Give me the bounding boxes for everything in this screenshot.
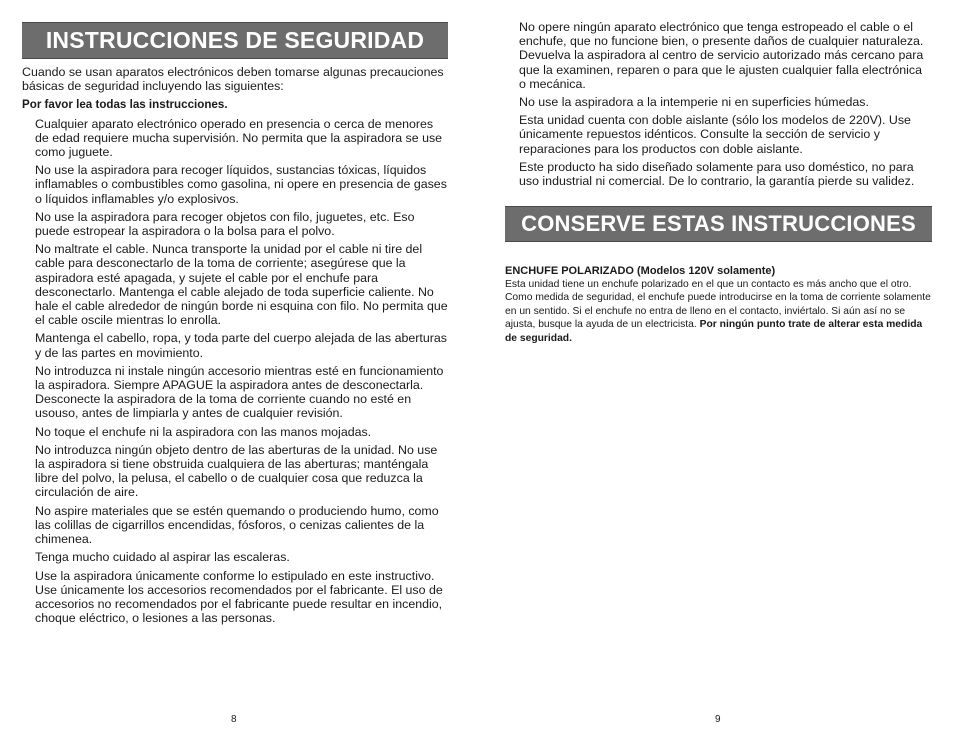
safety-item: Mantenga el cabello, ropa, y toda parte del cuerpo alejada de las aberturas y de las partes en movimiento. bbox=[35, 331, 447, 360]
intro-text: Cuando se usan aparatos electrónicos deben tomarse algunas precauciones básicas de seguridad incluyendo las siguientes: bbox=[22, 65, 444, 94]
polarized-plug-text: Esta unidad tiene un enchufe polarizado en el que un contacto es más ancho que el otro. Como medida de seguridad, el enchufe puede introducirse en la toma de corriente solamente en un sentido. Si el enchufe no entra de lleno en el contacto, inviértalo. Si aún así no se ajusta, busque la ayuda de un electricista. Por ningún punto trate de alterar esta medida de seguridad. bbox=[505, 279, 931, 344]
save-instructions-banner: CONSERVE ESTAS INSTRUCCIONES bbox=[505, 206, 932, 242]
left-page bbox=[22, 0, 448, 625]
polarized-plug-heading: ENCHUFE POLARIZADO (Modelos 120V solamente) bbox=[505, 265, 776, 277]
safety-item: Use la aspiradora únicamente conforme lo estipulado en este instructivo. Use únicamente los accesorios recomendados por el fabricante. El uso de accesorios no recomendados por el fabricante puede resultar en incendio, choque eléctrico, o lesiones a las personas. bbox=[35, 568, 443, 626]
page-number-left: 8 bbox=[231, 714, 237, 725]
polarized-plug-warning: Por ningún punto trate de alterar esta medida de seguridad. bbox=[505, 319, 923, 344]
safety-item: No introduzca ni instale ningún accesorio mientras esté en funcionamiento la aspiradora. Siempre APAGUE la aspiradora antes de desconectarla. Desconecte la aspiradora de la toma de corriente cuando no esté en usouso, antes de limpiarla y antes de cualquier revisión. bbox=[35, 363, 444, 421]
safety-item: No opere ningún aparato electrónico que tenga estropeado el cable o el enchufe, que no funcione bien, o presente daños de cualquier naturaleza. Devuelva la aspiradora al centro de servicio autorizado más cercano para que la examinen, reparen o para que le ajusten cualquier falla electrónica o mecánica. bbox=[519, 20, 924, 91]
safety-item: Este producto ha sido diseñado solamente para uso doméstico, no para uso industrial ni comercial. De lo contrario, la garantía pierde su validez. bbox=[519, 159, 915, 189]
safety-item: No use la aspiradora para recoger objetos con filo, juguetes, etc. Eso puede estropear la aspiradora o la bolsa para el polvo. bbox=[35, 209, 415, 239]
safety-instructions-banner: INSTRUCCIONES DE SEGURIDAD bbox=[22, 22, 448, 59]
safety-item: No aspire materiales que se estén quemando o produciendo humo, como las colillas de cigarrillos encendidas, fósforos, o cenizas calientes de la chimenea. bbox=[35, 503, 439, 547]
safety-item: Esta unidad cuenta con doble aislante (sólo los modelos de 220V). Use únicamente repuestos idénticos. Consulte la sección de servicio y reparaciones para los productos con doble aislante. bbox=[519, 113, 911, 156]
page-number-right: 9 bbox=[715, 714, 721, 725]
safety-item: No introduzca ningún objeto dentro de las aberturas de la unidad. No use la aspiradora si tiene obstruida cualquiera de las aberturas; manténgala libre del polvo, la pelusa, el cabello o de cualquier cosa que reduzca la circulación de aire. bbox=[35, 442, 438, 500]
polarized-plug-section bbox=[505, 265, 932, 345]
read-all-instructions-text: Por favor lea todas las instrucciones. bbox=[22, 98, 228, 112]
safety-item: Cualquier aparato electrónico operado en presencia o cerca de menores de edad requiere mucha supervisión. No permita que la aspiradora se use como juguete. bbox=[35, 116, 443, 160]
safety-item: No maltrate el cable. Nunca transporte la unidad por el cable ni tire del cable para desconectarlo de la toma de corriente; asegúrese que la aspiradora esté apagada, y sujete el cable por el enchufe para desconectarlo. Mantenga el cable alejado de toda superficie caliente. No hale el cable alrededor de ningún borde ni esquina con filo. No permita que el cable oscile mientras lo enrolla. bbox=[35, 242, 448, 328]
safety-items-continued bbox=[519, 20, 932, 188]
safety-item: Tenga mucho cuidado al aspirar las escaleras. bbox=[35, 550, 290, 565]
safety-item: No use la aspiradora para recoger líquidos, sustancias tóxicas, líquidos inflamables o combustibles como gasolina, ni opere en presencia de gases o líquidos inflamables y/o explosivos. bbox=[35, 163, 447, 206]
safety-item: No use la aspiradora a la intemperie ni en superficies húmedas. bbox=[519, 95, 869, 110]
safety-item: No toque el enchufe ni la aspiradora con las manos mojadas. bbox=[35, 424, 372, 439]
